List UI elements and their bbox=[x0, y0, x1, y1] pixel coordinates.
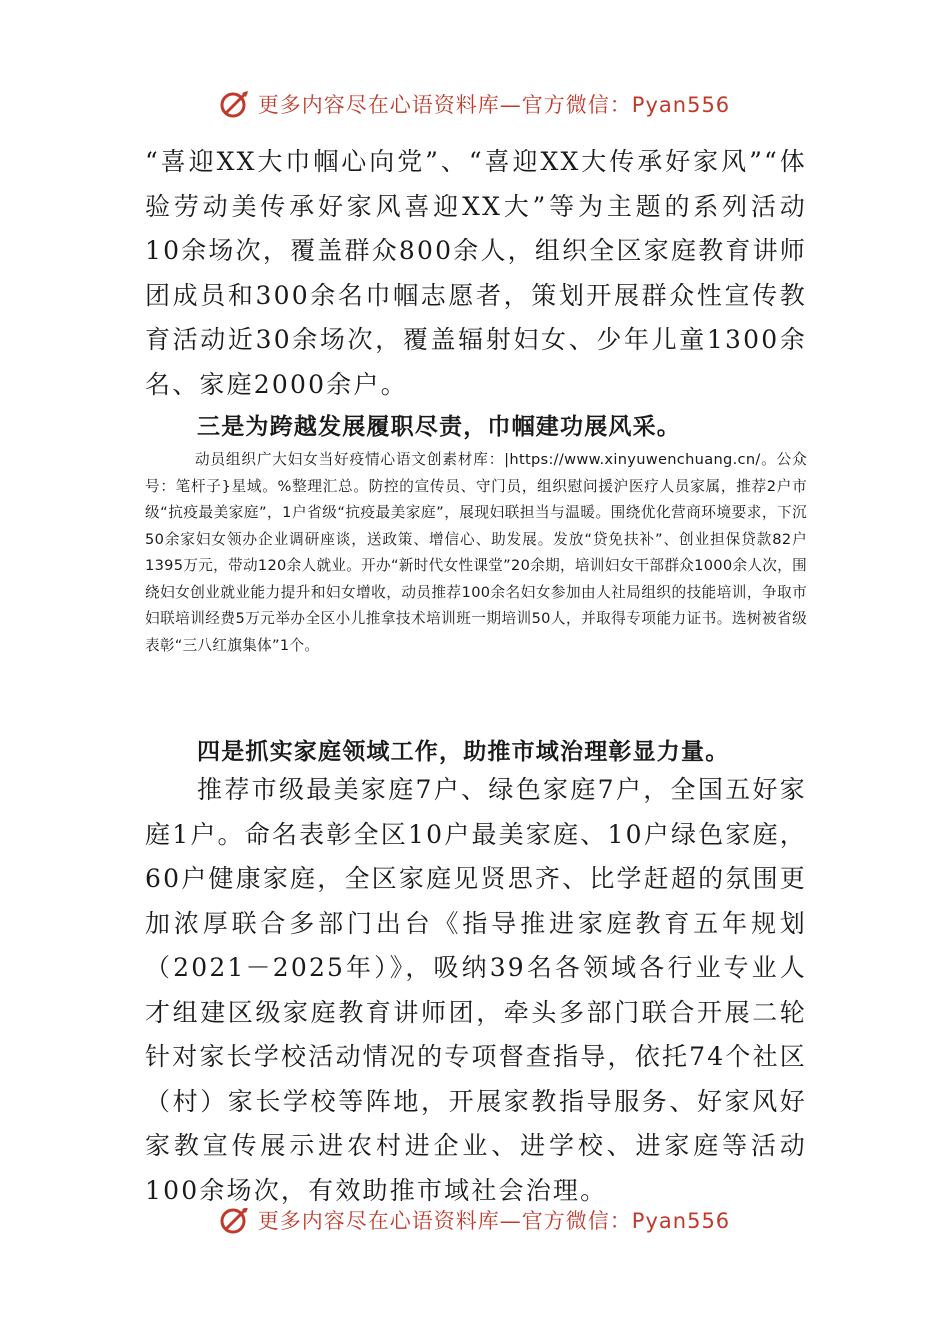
section-four-body: 推荐市级最美家庭7户、绿色家庭7户，全国五好家庭1户。命名表彰全区10户最美家庭、10户绿色家庭，60户健康家庭，全区家庭见贤思齐、比学赶超的氛围更加浓厚联合多部门出台《指导推进家庭教育五年规划（2021－2025年）》，吸纳39名各领域各行业专业人才组建区级家庭教育讲师团，牵头多部门联合开展二轮针对家长学校活动情况的专项督查指导，依托74个社区（村）家长学校等阵地，开展家教指导服务、好家风好家教宣传展示进农村进企业、进学校、进家庭等活动100余场次，有效助推市域社会治理。 bbox=[145, 775, 807, 1205]
header-banner-text: 更多内容尽在心语资料库—官方微信：Pyan556 bbox=[257, 93, 731, 117]
pen-logo-icon bbox=[220, 1208, 250, 1235]
footer-banner bbox=[0, 1208, 950, 1244]
section-four-body-block bbox=[145, 768, 807, 1213]
section-four-heading-block bbox=[145, 733, 807, 766]
section-three-body-block bbox=[145, 447, 807, 659]
intro-paragraph: “喜迎XX大巾帼心向党”、“喜迎XX大传承好家风”“体验劳动美传承好家风喜迎XX大”等为主题的系列活动10余场次，覆盖群众800余人，组织全区家庭教育讲师团成员和300余名巾帼志愿者，策划开展群众性宣传教育活动近30余场次，覆盖辐射妇女、少年儿童1300余名、家庭2000余户。 bbox=[145, 147, 807, 399]
section-three-heading: 三是为跨越发展履职尽责，巾帼建功展风采。 bbox=[197, 414, 681, 440]
section-three-heading-block bbox=[145, 408, 807, 441]
footer-banner-text: 更多内容尽在心语资料库—官方微信：Pyan556 bbox=[257, 1209, 731, 1233]
pen-logo-icon bbox=[220, 89, 250, 119]
section-four-heading: 四是抓实家庭领域工作，助推市域治理彰显力量。 bbox=[197, 739, 730, 765]
section-three-body: 动员组织广大妇女当好疫情心语文创素材库：|https://www.xinyuwenchuang.cn/。公众号：笔杆子}星域。%整理汇总。防控的宣传员、守门员，组织慰问援沪医疗人员家属，推荐2户市级“抗疫最美家庭”，1户省级“抗疫最美家庭”，展现妇联担当与温暖。围绕优化营商环境要求，下沉50余家妇女领办企业调研座谈，送政策、增信心、助发展。发放“贷免扶补”、创业担保贷款82户1395万元，带动120余人就业。开办“新时代女性课堂”20余期，培训妇女干部群众1000余人次，围绕妇女创业就业能力提升和妇女增收，动员推荐100余名妇女参加由人社局组织的技能培训，争取市妇联培训经费5万元举办全区小儿推拿技术培训班一期培训50人，并取得专项能力证书。选树被省级表彰“三八红旗集体”1个。 bbox=[145, 451, 807, 654]
header-banner bbox=[0, 86, 950, 122]
intro-paragraph-block bbox=[145, 140, 807, 407]
